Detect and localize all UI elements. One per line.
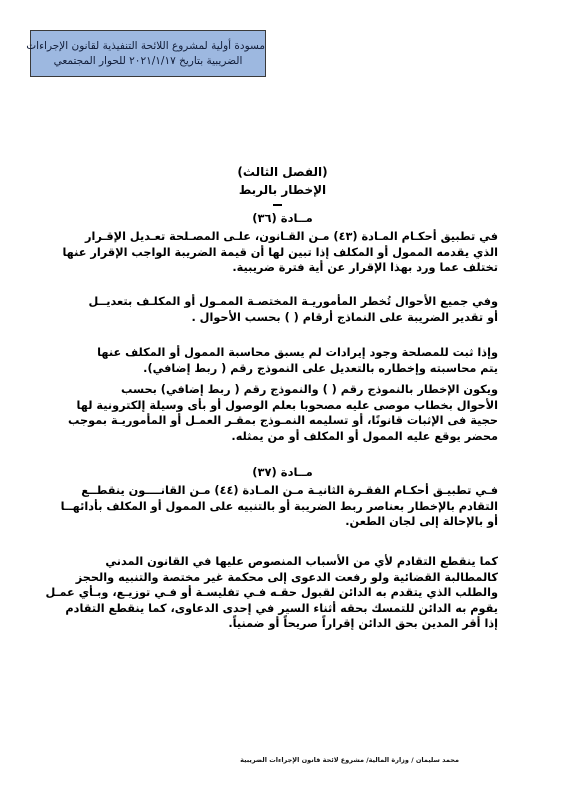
text-line: في تطبيق أحكـام المـادة (٤٣) مـن القـانون، علـى المصـلحة تعـديل الإقـرار <box>85 230 498 243</box>
article-36-paragraph-3 <box>80 345 498 376</box>
text-line: التقادم بالإخطار بعناصر ربط الضريبة أو بالتنبيه على الممول أو المكلف بأدائهــا <box>60 499 498 513</box>
text-line: ويكون الإخطار بالنموذج رقم ( ) والنموذج رقم ( ربط إضافي) بحسب <box>121 383 498 396</box>
article-36-paragraph-4 <box>68 382 498 444</box>
title-divider <box>273 204 282 206</box>
text-line: أو بالإحالة إلى لجان الطعن. <box>345 515 498 529</box>
article-37-paragraph-2 <box>45 554 498 632</box>
text-line: كما ينقطع التقادم لأي من الأسباب المنصوص عليها في القانون المدني <box>105 555 498 568</box>
text-line: وإذا ثبت للمصلحة وجود إيرادات لم يسبق محاسبة الممول أو المكلف عنها <box>97 346 498 359</box>
stamp-line-1: مسودة أولية لمشروع اللائحة التنفيذية لقانون الإجراءات <box>26 40 265 52</box>
text-line: تختلف عما ورد بهذا الإقرار عن أية فترة ضريبية. <box>232 261 498 275</box>
article-36-paragraph-1 <box>62 229 498 276</box>
text-line: محضر يوقع عليه الممول أو المكلف أو من يمثله. <box>231 429 498 443</box>
draft-stamp-box <box>26 30 266 77</box>
text-line: وفي جميع الأحوال تُخطر المأموريـة المختصـة الممـول أو المكلـف بتعديــل <box>88 295 498 308</box>
text-line: يتم محاسبته وإخطاره بالتعديل على النموذج رقم ( ربط إضافي). <box>143 361 498 375</box>
text-line: إذا أقر المدين بحق الدائن إقراراً صريحاً أو ضمنياً. <box>228 617 498 631</box>
text-line: فـي تطبيـق أحكـام الفقـرة الثانيـة مـن المـادة (٤٤) مـن القانــــون ينقطــع <box>81 484 498 497</box>
article-36-heading: مــادة (٣٦) <box>252 211 313 225</box>
text-line: كالمطالبة القضائية ولو رفعت الدعوى إلى محكمة غير مختصة والتنبيه والحجز <box>75 570 498 584</box>
stamp-line-2: الضريبية بتاريخ ٢٠٢١/١/١٧ للحوار المجتمعي <box>53 55 243 67</box>
page-footer: محمد سليمان / وزارة المالية/ مشروع لائحة قانون الإجراءات الضريبية <box>240 756 459 764</box>
article-37-heading: مــادة (٣٧) <box>252 465 313 479</box>
text-line: أو تقدير الضريبة على النماذج أرقام ( ) بحسب الأحوال . <box>191 310 498 324</box>
text-line: والطلب الذي يتقدم به الدائن لقبول حقـه فـي تفليسـة أو فـي توزيـع، وبـأي عمـل <box>45 586 498 600</box>
text-line: يقوم به الدائن للتمسك بحقه أثناء السير في إحدى الدعاوى، كما ينقطع التقادم <box>65 601 498 615</box>
chapter-title: الإخطار بالربط <box>238 183 327 197</box>
article-36-paragraph-2 <box>80 294 498 325</box>
text-line: الذي يقدمه الممول أو المكلف إذا تبين لها أن قيمة الضريبة الواجب الإقرار عنها <box>62 245 498 259</box>
article-37-paragraph-1 <box>60 483 498 530</box>
chapter-label: (الفصل الثالث) <box>237 165 328 179</box>
text-line: حجية فى الإثبات قانونًا، أو تسليمه النمـوذج بمقـر العمـل أو المأموريـة بموجب <box>68 414 498 428</box>
text-line: الأحوال بخطاب موصى عليه مصحوبا بعلم الوصول أو بأى وسيلة إلكترونية لها <box>76 398 498 412</box>
